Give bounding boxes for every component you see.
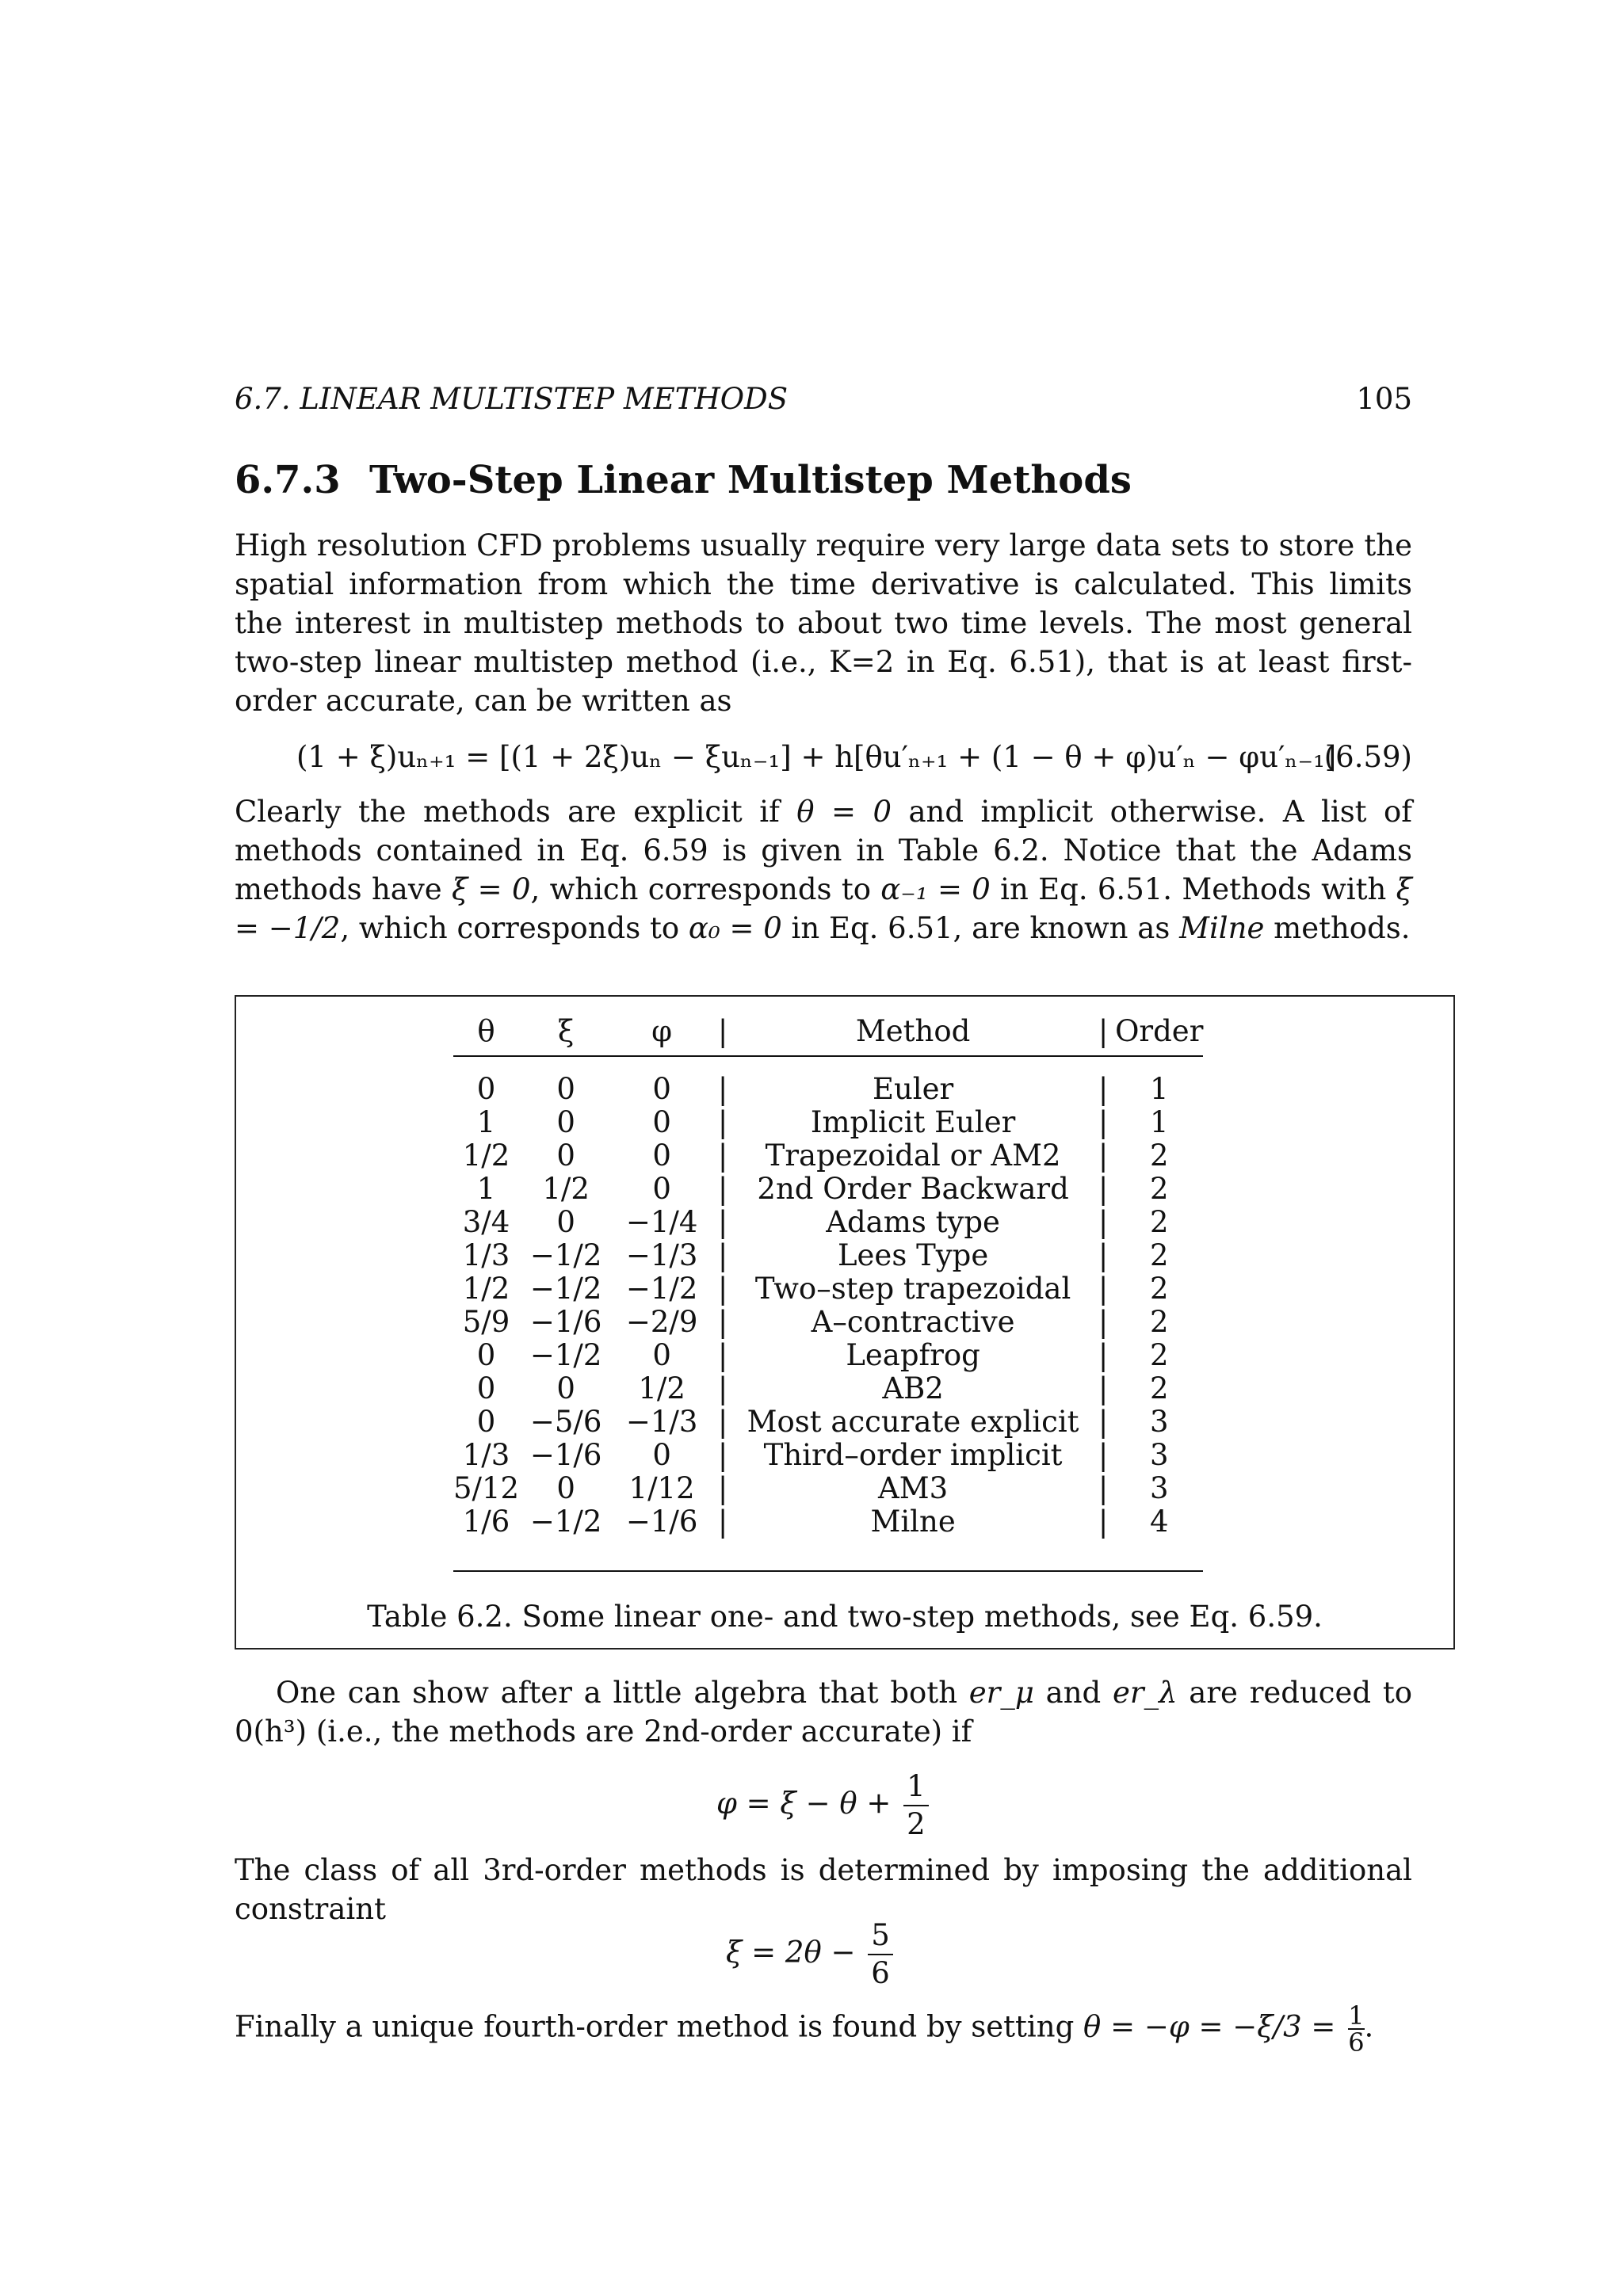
cell-separator: |	[1098, 1072, 1109, 1106]
cell-theta: 5/9	[462, 1305, 510, 1339]
cell-method: Euler	[872, 1072, 954, 1106]
fraction	[868, 1917, 893, 1992]
paragraph-intro: High resolution CFD problems usually require very large data sets to store the spatial information from which the time derivative is calculated. This limits the interest in multistep methods to about two time levels. The most general two-step linear multistep method (i.e., K=2 in Eq. 6.51), that is at least first-order accurate, can be written as	[235, 528, 1412, 718]
cell-theta: 0	[476, 1405, 496, 1439]
cell-method: Trapezoidal or AM2	[765, 1138, 1061, 1173]
cell-order: 4	[1115, 1505, 1203, 1571]
cell-xi: 0	[556, 1072, 575, 1106]
fraction	[1348, 2000, 1365, 2058]
cell-method: Leapfrog	[846, 1338, 980, 1372]
table-row	[453, 1439, 1203, 1472]
text-run: methods.	[1264, 911, 1411, 945]
cell-separator: |	[1098, 1105, 1109, 1139]
equation-lhs: φ = ξ − θ +	[716, 1786, 892, 1821]
cell-separator: |	[1098, 1438, 1109, 1472]
math-inline: θ = 0	[796, 795, 892, 829]
text-run: in Eq. 6.51. Methods with	[990, 872, 1396, 906]
denominator: 6	[871, 1956, 890, 1990]
cell-phi: −1/6	[613, 1505, 711, 1571]
cell-order: 2	[1149, 1305, 1169, 1339]
cell-separator: |	[1098, 1205, 1109, 1239]
cell-theta: 0	[476, 1338, 496, 1372]
text-run: One can show after a little algebra that both	[276, 1676, 969, 1710]
math-inline: er_λ	[1113, 1676, 1178, 1710]
cell-separator: |	[717, 1172, 728, 1206]
table-row	[453, 1372, 1203, 1405]
cell-method: Milne	[735, 1505, 1091, 1571]
header-method: Method	[735, 1008, 1091, 1056]
running-header	[235, 382, 1412, 421]
cell-separator: |	[1098, 1272, 1109, 1306]
cell-xi: 0	[556, 1471, 575, 1505]
cell-separator: |	[717, 1105, 728, 1139]
numerator: 1	[903, 1768, 929, 1806]
cell-order: 3	[1149, 1438, 1169, 1472]
cell-method: Adams type	[826, 1205, 1000, 1239]
cell-method: 2nd Order Backward	[757, 1172, 1069, 1206]
cell-phi: 1/12	[628, 1471, 695, 1505]
cell-separator: |	[1098, 1371, 1109, 1405]
text-run: and implicit otherwise. A list of methods contained in Eq. 6.59 is given in Table 6.2. Notice that the Adams methods have	[235, 795, 1412, 906]
cell-separator: |	[717, 1438, 728, 1472]
math-inline: θ = −φ = −ξ/3 =	[1083, 2009, 1346, 2044]
cell-separator: |	[717, 1138, 728, 1173]
cell-order: 2	[1149, 1371, 1169, 1405]
equation-lhs: ξ = 2θ −	[726, 1935, 856, 1970]
table-row	[453, 1139, 1203, 1173]
cell-xi: −1/2	[529, 1272, 602, 1306]
cell-order: 1	[1149, 1072, 1169, 1106]
cell-method: Most accurate explicit	[747, 1405, 1079, 1439]
numerator: 1	[1348, 2000, 1365, 2031]
cell-theta: 1/2	[462, 1272, 510, 1306]
emphasis-milne: Milne	[1179, 911, 1265, 945]
text-run: , which corresponds to	[340, 911, 689, 945]
cell-theta: 1/6	[453, 1505, 519, 1571]
cell-phi: −1/3	[625, 1405, 698, 1439]
cell-phi: −1/2	[625, 1272, 698, 1306]
numerator: 5	[868, 1917, 893, 1955]
cell-separator: |	[1098, 1172, 1109, 1206]
cell-theta: 1/3	[462, 1238, 510, 1272]
cell-method: AM3	[878, 1471, 949, 1505]
text-run: and	[1033, 1676, 1113, 1710]
text-run: in Eq. 6.51, are known as	[781, 911, 1180, 945]
cell-separator: |	[717, 1371, 728, 1405]
cell-xi: 0	[556, 1138, 575, 1173]
cell-phi: 0	[652, 1172, 671, 1206]
cell-order: 2	[1149, 1138, 1169, 1173]
math-inline: α₋₁ = 0	[880, 872, 991, 906]
table-row	[453, 1339, 1203, 1372]
cell-method: Third–order implicit	[763, 1438, 1063, 1472]
header-xi: ξ	[519, 1008, 613, 1056]
cell-theta: 0	[476, 1072, 496, 1106]
cell-xi: 0	[556, 1105, 575, 1139]
cell-separator: |	[717, 1272, 728, 1306]
fraction	[903, 1768, 929, 1843]
table-caption: Table 6.2. Some linear one- and two-step methods, see Eq. 6.59.	[367, 1600, 1323, 1634]
paragraph-third-order: The class of all 3rd-order methods is determined by imposing the additional constraint	[235, 1853, 1412, 1926]
text-run: .	[1364, 2009, 1374, 2044]
cell-order: 2	[1149, 1272, 1169, 1306]
cell-phi: 0	[652, 1072, 671, 1106]
paragraph-fourth-order	[235, 2000, 1412, 2058]
section-title: Two-Step Linear Multistep Methods	[369, 458, 1132, 502]
math-inline: ξ = 0	[451, 872, 531, 906]
equation-third-order-condition	[726, 1917, 896, 1992]
cell-xi: 0	[556, 1371, 575, 1405]
equation-second-order-condition	[716, 1768, 932, 1843]
cell-xi: −5/6	[529, 1405, 602, 1439]
section-heading	[235, 458, 1412, 502]
cell-order: 2	[1149, 1205, 1169, 1239]
cell-theta: 1/3	[462, 1438, 510, 1472]
cell-separator: |	[717, 1471, 728, 1505]
cell-separator: |	[1098, 1238, 1109, 1272]
cell-separator: |	[717, 1338, 728, 1372]
paragraph-second-order	[235, 1673, 1412, 1751]
cell-theta: 5/12	[453, 1471, 520, 1505]
cell-xi: −1/2	[529, 1338, 602, 1372]
cell-separator: |	[717, 1072, 728, 1106]
cell-separator: |	[717, 1238, 728, 1272]
cell-separator: |	[717, 1405, 728, 1439]
cell-separator: |	[1098, 1138, 1109, 1173]
cell-separator: |	[717, 1205, 728, 1239]
text-run: are reduced to 0(h³) (i.e., the methods are 2nd-order accurate) if	[235, 1676, 1412, 1749]
text-run: Finally a unique fourth-order method is found by setting	[235, 2009, 1084, 2044]
cell-order: 3	[1149, 1471, 1169, 1505]
cell-separator: |	[1091, 1505, 1115, 1571]
math-inline: ξ = −1/2	[235, 872, 1413, 945]
equation-number: (6.59)	[1323, 740, 1412, 774]
denominator: 2	[907, 1807, 926, 1841]
cell-order: 1	[1149, 1105, 1169, 1139]
cell-theta: 0	[476, 1371, 496, 1405]
denominator: 6	[1348, 2027, 1365, 2058]
cell-phi: 1/2	[638, 1371, 685, 1405]
header-separator: |	[711, 1008, 735, 1056]
cell-separator: |	[1098, 1305, 1109, 1339]
cell-xi: 0	[556, 1205, 575, 1239]
math-inline: α₀ = 0	[688, 911, 782, 945]
cell-order: 2	[1149, 1172, 1169, 1206]
header-order: Order	[1115, 1008, 1203, 1056]
cell-phi: −1/4	[625, 1205, 698, 1239]
cell-phi: 0	[652, 1138, 671, 1173]
cell-order: 3	[1149, 1405, 1169, 1439]
table-row	[453, 1505, 1203, 1571]
cell-xi: −1/2	[519, 1505, 613, 1571]
math-inline: er_μ	[968, 1676, 1034, 1710]
section-number: 6.7.3	[235, 458, 341, 502]
cell-xi: −1/6	[529, 1305, 602, 1339]
table-row	[453, 1472, 1203, 1505]
cell-separator: |	[711, 1505, 735, 1571]
table-row	[453, 1106, 1203, 1139]
cell-separator: |	[717, 1305, 728, 1339]
methods-table	[453, 1008, 1203, 1572]
table-row	[453, 1056, 1203, 1106]
cell-xi: −1/2	[529, 1238, 602, 1272]
table-row	[453, 1239, 1203, 1272]
text-run: , which corresponds to	[530, 872, 881, 906]
cell-theta: 1	[476, 1172, 496, 1206]
cell-theta: 3/4	[462, 1205, 510, 1239]
table-row	[453, 1272, 1203, 1306]
equation-6-59: (1 + ξ)uₙ₊₁ = [(1 + 2ξ)uₙ − ξuₙ₋₁] + h[θu′ₙ₊₁ + (1 − θ + φ)u′ₙ − φu′ₙ₋₁]	[296, 740, 1337, 774]
cell-theta: 1	[476, 1105, 496, 1139]
page-number: 105	[1356, 382, 1412, 416]
header-phi: φ	[613, 1008, 711, 1056]
cell-phi: 0	[652, 1105, 671, 1139]
cell-phi: −1/3	[625, 1238, 698, 1272]
cell-separator: |	[1098, 1471, 1109, 1505]
cell-method: Two–step trapezoidal	[754, 1272, 1071, 1306]
header-separator: |	[1091, 1008, 1115, 1056]
cell-theta: 1/2	[462, 1138, 510, 1173]
cell-method: Implicit Euler	[810, 1105, 1016, 1139]
table-figure	[235, 995, 1455, 1650]
cell-xi: −1/6	[529, 1438, 602, 1472]
header-theta: θ	[453, 1008, 519, 1056]
cell-method: A–contractive	[811, 1305, 1015, 1339]
cell-separator: |	[1098, 1338, 1109, 1372]
table-row	[453, 1206, 1203, 1239]
table-row	[453, 1173, 1203, 1206]
cell-xi: 1/2	[542, 1172, 590, 1206]
cell-separator: |	[1098, 1405, 1109, 1439]
cell-phi: −2/9	[625, 1305, 698, 1339]
cell-phi: 0	[652, 1338, 671, 1372]
paragraph-explicit-implicit	[235, 792, 1412, 948]
table-row	[453, 1306, 1203, 1339]
cell-phi: 0	[652, 1438, 671, 1472]
cell-order: 2	[1149, 1238, 1169, 1272]
cell-method: AB2	[882, 1371, 944, 1405]
cell-order: 2	[1149, 1338, 1169, 1372]
table-header-row	[453, 1008, 1203, 1056]
text-run: Clearly the methods are explicit if	[235, 795, 797, 829]
table-row	[453, 1405, 1203, 1439]
running-title: 6.7. LINEAR MULTISTEP METHODS	[235, 382, 789, 416]
cell-method: Lees Type	[837, 1238, 989, 1272]
